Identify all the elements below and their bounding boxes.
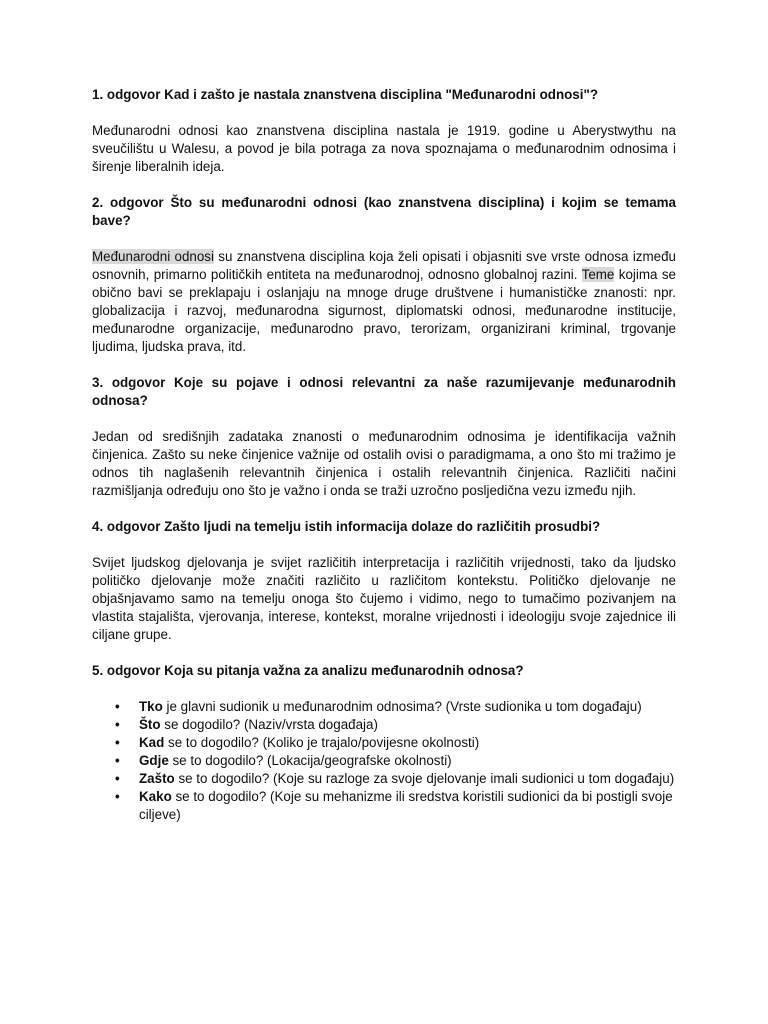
answer-1: Međunarodni odnosi kao znanstvena disciplina nastala je 1919. godine u Aberystwythu na sveučilištu u Walesu, a povod je bila potraga za nova spoznajama o međunarodnim odnosima i širenje liberalnih ideja. bbox=[92, 123, 676, 174]
list-item bbox=[92, 716, 676, 734]
list-item-key: Tko bbox=[139, 699, 163, 714]
list-item-text: se to dogodilo? (Koliko je trajalo/povijesne okolnosti) bbox=[164, 735, 480, 750]
list-item bbox=[92, 734, 676, 752]
bullet-icon: • bbox=[115, 789, 120, 804]
answer-2 bbox=[92, 248, 676, 356]
list-item-text: se to dogodilo? (Lokacija/geografske okolnosti) bbox=[168, 753, 452, 768]
list-item-key: Kad bbox=[139, 735, 165, 750]
question-5-list bbox=[92, 698, 676, 824]
list-item-key: Gdje bbox=[139, 753, 169, 768]
bullet-icon: • bbox=[115, 771, 120, 786]
document-page bbox=[92, 86, 676, 824]
list-item-text: je glavni sudionik u međunarodnim odnosima? (Vrste sudionika u tom događaju) bbox=[162, 699, 642, 714]
list-item-text: se to dogodilo? (Koje su mehanizme ili sredstva koristili sudionici da bi postigli svoje ciljeve) bbox=[139, 789, 673, 822]
question-3: 3. odgovor Koje su pojave i odnosi relevantni za naše razumijevanje međunarodnih odnosa? bbox=[92, 375, 676, 408]
list-item bbox=[92, 770, 676, 788]
answer-2-part-1: su znanstvena disciplina koja želi opisati i objasniti sve vrste odnosa između osnovnih, primarno političkih entiteta na međunarodnoj, odnosno globalnoj razini. bbox=[92, 249, 676, 282]
question-5: 5. odgovor Koja su pitanja važna za analizu međunarodnih odnosa? bbox=[92, 663, 524, 678]
bullet-icon: • bbox=[115, 699, 120, 714]
list-item bbox=[92, 698, 676, 716]
list-item bbox=[92, 788, 676, 824]
list-item bbox=[92, 752, 676, 770]
list-item-key: Kako bbox=[139, 789, 172, 804]
question-4: 4. odgovor Zašto ljudi na temelju istih informacija dolaze do različitih prosudbi? bbox=[92, 519, 601, 534]
answer-3: Jedan od središnjih zadataka znanosti o međunarodnim odnosima je identifikacija važnih činjenica. Zašto su neke činjenice važnije od ostalih ovisi o paradigmama, a ono što mi tražimo je odnos tih naglašenih relevantnih činjenica i ostalih relevantnih činjenica. Različiti načini razmišljanja određuju ono što je važno i onda se traži uzročno posljedična vezu između njih. bbox=[92, 429, 676, 498]
bullet-icon: • bbox=[115, 753, 120, 768]
highlighted-term-medunarodni-odnosi: Međunarodni odnosi bbox=[92, 249, 214, 264]
answer-4: Svijet ljudskog djelovanja je svijet različitih interpretacija i različitih vrijednosti, tako da ljudsko političko djelovanje može značiti različito u različitom kontekstu. Političko djelovanje ne objašnjavamo samo na temelju onoga što čujemo i vidimo, nego to tumačimo pozivanjem na vlastita stajališta, vjerovanja, interese, kontekst, moralne vrijednosti i ideologiju svoje zajednice ili ciljane grupe. bbox=[92, 555, 676, 642]
question-2: 2. odgovor Što su međunarodni odnosi (kao znanstvena disciplina) i kojim se temama bave? bbox=[92, 195, 676, 228]
question-1: 1. odgovor Kad i zašto je nastala znanstvena disciplina "Međunarodni odnosi"? bbox=[92, 87, 599, 102]
list-item-text: se to dogodilo? (Koje su razloge za svoje djelovanje imali sudionici u tom događaju) bbox=[174, 771, 675, 786]
list-item-text: se dogodilo? (Naziv/vrsta događaja) bbox=[160, 717, 378, 732]
highlighted-term-teme: Teme bbox=[581, 267, 615, 282]
list-item-key: Što bbox=[139, 717, 161, 732]
answer-2-part-2: kojima se obično bavi se preklapaju i oslanjaju na mnoge druge društvene i humanističke znanosti: npr. globalizacija i razvoj, međunarodna sigurnost, diplomatski odnosi, međunarodne institucije, međunarodne organizacije, međunarodno pravo, terorizam, organizirani kriminal, trgovanje ljudima, ljudska prava, itd. bbox=[92, 267, 676, 354]
list-item-key: Zašto bbox=[139, 771, 175, 786]
bullet-icon: • bbox=[115, 735, 120, 750]
bullet-icon: • bbox=[115, 717, 120, 732]
